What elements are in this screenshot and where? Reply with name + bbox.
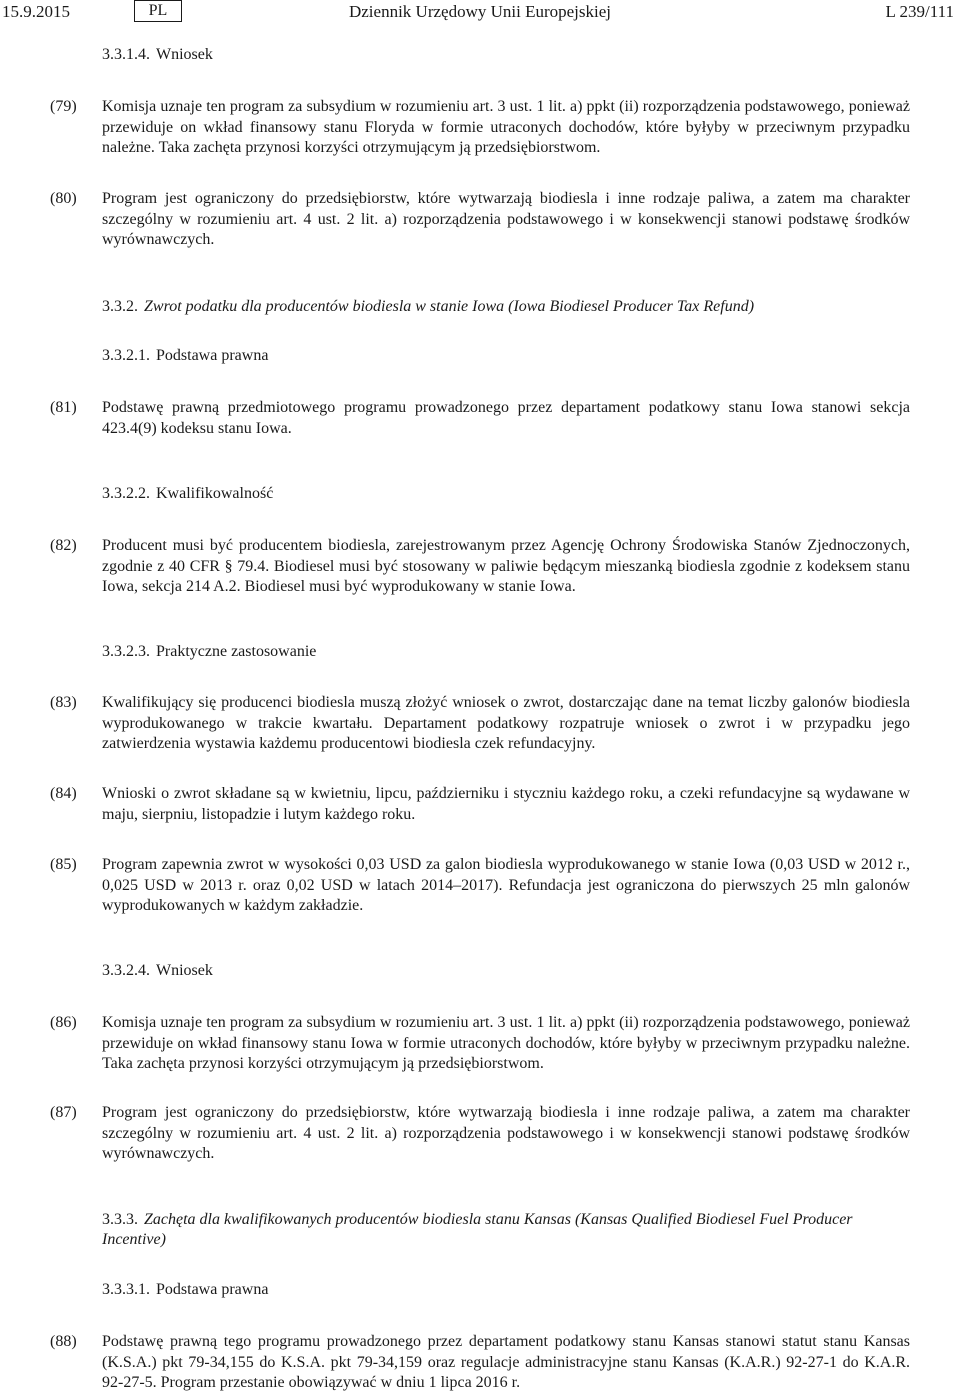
section-number: 3.3.3. bbox=[102, 1211, 138, 1228]
section-number: 3.3.2. bbox=[102, 298, 138, 315]
section-title: Podstawa prawna bbox=[156, 1281, 269, 1298]
section-heading bbox=[102, 346, 268, 366]
section-title: Podstawa prawna bbox=[156, 347, 269, 364]
section-title: Zachęta dla kwalifikowanych producentów biodiesla stanu Kansas (Kansas Qualified Biodiesel Fuel Producer Incentive) bbox=[102, 1211, 853, 1248]
section-heading bbox=[102, 642, 316, 662]
paragraph-text: Kwalifikujący się producenci biodiesla muszą złożyć wniosek o zwrot, dostarczając dane na temat liczby galonów biodiesla wyprodukowanego w trakcie kwartału. Departament podatkowy rozpatruje wniosek o zwrot i w przypadku jego zatwierdzenia wystawia każdemu producentowi biodiesla czek refundacyjny. bbox=[102, 694, 910, 752]
paragraph-text: Komisja uznaje ten program za subsydium w rozumieniu art. 3 ust. 1 lit. a) ppkt (ii) rozporządzenia podstawowego, ponieważ przewiduje on wkład finansowy stanu Iowa w formie utraconych dochodów, które byłyby w przeciwnym przypadku należne. Taka zachęta przynosi korzyści otrzymującym ją przedsiębiorstwom. bbox=[102, 1014, 910, 1072]
paragraph-number: (84) bbox=[50, 785, 77, 802]
section-title: Zwrot podatku dla producentów biodiesla w stanie Iowa (Iowa Biodiesel Producer Tax Refund) bbox=[144, 298, 755, 315]
paragraph-number: (80) bbox=[50, 190, 77, 207]
section-number: 3.3.2.3. bbox=[102, 643, 150, 660]
section-heading bbox=[102, 1280, 268, 1300]
paragraph-number: (83) bbox=[50, 694, 77, 711]
paragraph-text: Wnioski o zwrot składane są w kwietniu, lipcu, październiku i styczniu każdego roku, a czeki refundacyjne są wydawane w maju, sierpniu, listopadzie i lutym każdego roku. bbox=[102, 785, 910, 823]
section-number: 3.3.2.2. bbox=[102, 485, 150, 502]
paragraph-text: Komisja uznaje ten program za subsydium w rozumieniu art. 3 ust. 1 lit. a) ppkt (ii) rozporządzenia podstawowego, ponieważ przewiduje on wkład finansowy stanu Floryda w formie utraconych dochodów, które byłyby w przeciwnym przypadku należne. Taka zachęta przynosi korzyści otrzymującym ją przedsiębiorstwom. bbox=[102, 98, 910, 156]
section-heading bbox=[102, 297, 754, 317]
section-title: Praktyczne zastosowanie bbox=[156, 643, 317, 660]
section-title: Wniosek bbox=[156, 46, 213, 63]
section-title: Kwalifikowalność bbox=[156, 485, 274, 502]
journal-title: Dziennik Urzędowy Unii Europejskiej bbox=[348, 2, 611, 21]
paragraph-number: (81) bbox=[50, 399, 77, 416]
paragraph-number: (85) bbox=[50, 856, 77, 873]
section-number: 3.3.2.1. bbox=[102, 347, 150, 364]
section-heading bbox=[102, 961, 213, 981]
paragraph-number: (87) bbox=[50, 1104, 77, 1121]
page-reference: L 239/111 bbox=[885, 2, 954, 21]
paragraph-text: Podstawę prawną tego programu prowadzonego przez departament podatkowy stanu Kansas stanowi statut stanu Kansas (K.S.A.) pkt 79-34,155 do K.S.A. pkt 79-34,159 oraz regulacje administracyjne stanu Kansas (K.A.R.) 92-27-1 do K.A.R. 92-27-5. Program przestanie obowiązywać w dniu 1 lipca 2016 r. bbox=[102, 1333, 910, 1391]
paragraph-text: Podstawę prawną przedmiotowego programu prowadzonego przez departament podatkowy stanu Iowa stanowi sekcja 423.4(9) kodeksu stanu Iowa. bbox=[102, 399, 910, 437]
paragraph-number: (86) bbox=[50, 1014, 77, 1031]
section-number: 3.3.1.4. bbox=[102, 46, 150, 63]
publication-date: 15.9.2015 bbox=[2, 2, 70, 21]
section-heading bbox=[102, 484, 273, 504]
paragraph-number: (79) bbox=[50, 98, 77, 115]
paragraph-text: Program zapewnia zwrot w wysokości 0,03 USD za galon biodiesla wyprodukowanego w stanie Iowa (0,03 USD w 2012 r., 0,025 USD w 2013 r. oraz 0,02 USD w latach 2014–2017). Refundacja jest ograniczona do pierwszych 25 mln galonów wyprodukowanych w każdym zakładzie. bbox=[102, 856, 910, 914]
paragraph-number: (88) bbox=[50, 1333, 77, 1350]
section-title: Wniosek bbox=[156, 962, 213, 979]
paragraph-number: (82) bbox=[50, 537, 77, 554]
page-header bbox=[0, 0, 960, 28]
section-heading bbox=[102, 1210, 910, 1250]
section-number: 3.3.3.1. bbox=[102, 1281, 150, 1298]
section-number: 3.3.2.4. bbox=[102, 962, 150, 979]
paragraph-text: Producent musi być producentem biodiesla, zarejestrowanym przez Agencję Ochrony Środowiska Stanów Zjednoczonych, zgodnie z 40 CFR § 79.4. Biodiesel musi być stosowany w paliwie będącym mieszanką biodiesla zgodnie z kodeksem stanu Iowa, sekcja 214 A.2. Biodiesel musi być wyprodukowany w stanie Iowa. bbox=[102, 537, 910, 595]
language-badge: PL bbox=[134, 0, 182, 22]
section-heading bbox=[102, 45, 213, 65]
paragraph-text: Program jest ograniczony do przedsiębiorstw, które wytwarzają biodiesla i inne rodzaje paliwa, a zatem ma charakter szczególny w rozumieniu art. 4 ust. 2 lit. a) rozporządzenia podstawowego i w konsekwencji stanowi podstawę środków wyrównawczych. bbox=[102, 190, 910, 248]
paragraph-text: Program jest ograniczony do przedsiębiorstw, które wytwarzają biodiesla i inne rodzaje paliwa, a zatem ma charakter szczególny w rozumieniu art. 4 ust. 2 lit. a) rozporządzenia podstawowego i w konsekwencji stanowi podstawę środków wyrównawczych. bbox=[102, 1104, 910, 1162]
